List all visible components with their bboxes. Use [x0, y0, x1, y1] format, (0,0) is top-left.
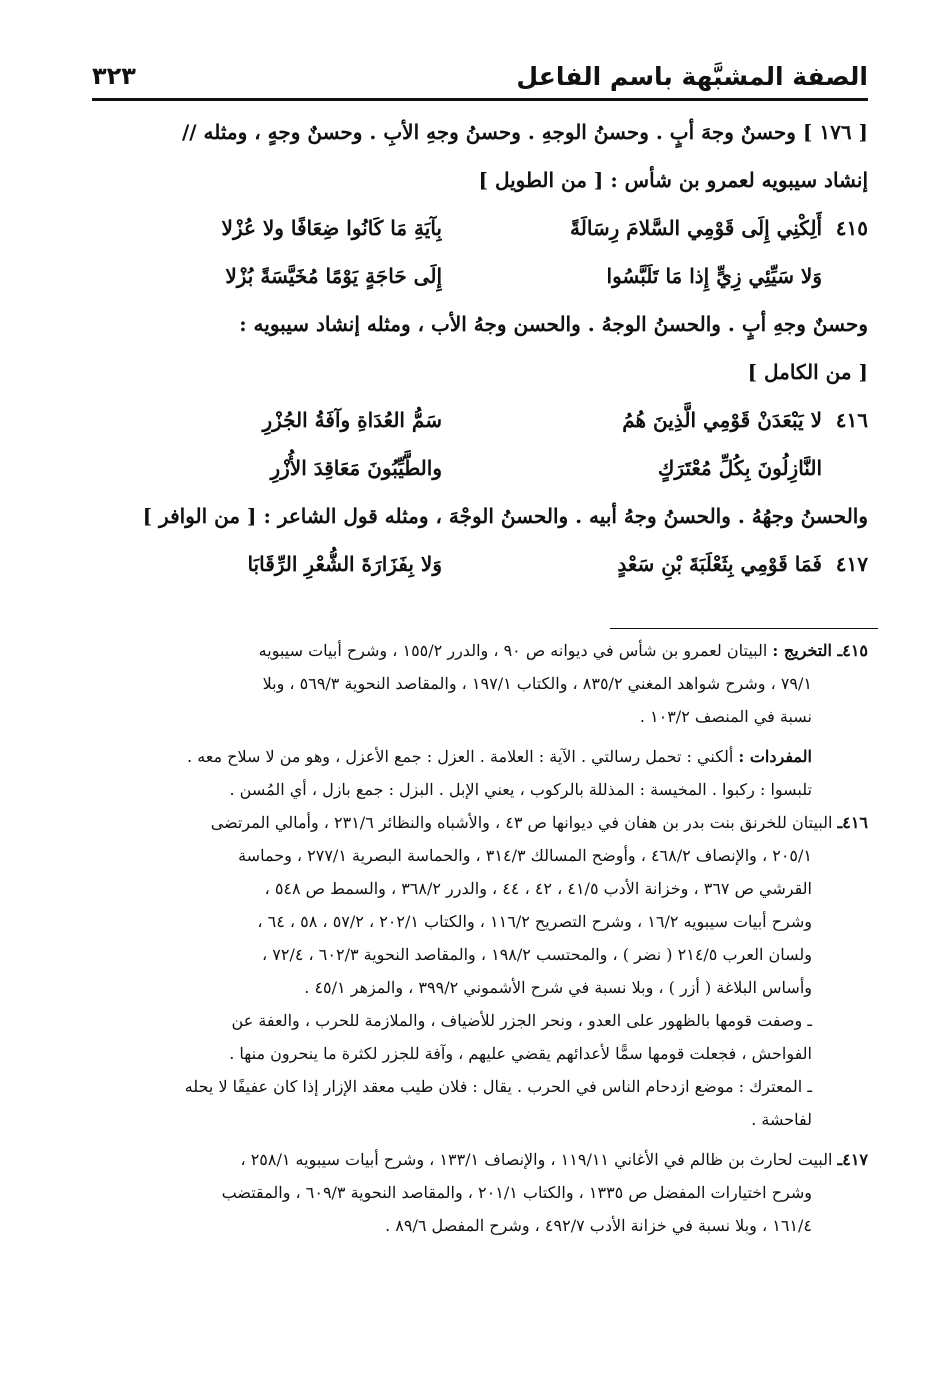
- text-line: [ ١٧٦ ] وحسنٌ وجهَ أبٍ . وحسنُ الوجهِ . وحسنُ وجهِ الأبِ . وحسنٌ وجهٍ ، ومثله //: [181, 120, 868, 144]
- verse-number: ٤١٥: [835, 216, 868, 240]
- text-line: وحسنٌ وجهِ أبٍ . والحسنُ الوجهُ . والحسن وجهُ الأب ، ومثله إنشاد سيبويه :: [239, 312, 868, 336]
- hemistich: فَمَا قَوْمِي بِثَعْلَبَةَ بْنِ سَعْدٍ: [617, 552, 822, 576]
- main-text: [92, 108, 868, 588]
- hemistich: لا يَبْعَدَنْ قَوْمِي الَّذِينَ هُمُ: [622, 408, 822, 432]
- hemistich: النَّازِلُونَ بِكُلِّ مُعْتَرَكٍ: [657, 456, 822, 480]
- footnote-line: [92, 1143, 868, 1176]
- footnote-text: البيتان لعمرو بن شأس في ديوانه ص ٩٠ ، والدرر ١٥٥/٢ ، وشرح أبيات سيبويه: [258, 641, 768, 660]
- footnote-line: لفاحشة .: [751, 1110, 812, 1129]
- verse-416-line-1: [92, 396, 868, 444]
- hemistich: أَلِكْنِي إِلَى قَوْمِي السَّلامَ رِسَالَةً: [570, 216, 822, 240]
- footnote-line: وشرح اختيارات المفضل ص ١٣٣٥ ، والكتاب ٢٠١/١ ، والمقاصد النحوية ٦٠٩/٣ ، والمقتضب: [221, 1183, 812, 1202]
- page-header: [92, 56, 868, 96]
- footnote-line: [92, 634, 868, 667]
- hemistich: بِآيَةِ مَا كَانُوا ضِعَافًا ولا عُزْلا: [221, 216, 442, 240]
- footnote-line: ولسان العرب ٢١٤/٥ ( نضر ) ، والمحتسب ١٩٨/٢ ، والمقاصد النحوية ٦٠٢/٣ ، ٧٢/٤ ،: [262, 945, 812, 964]
- verse-number: ٤١٧: [835, 552, 868, 576]
- page-number: ٣٢٣: [92, 62, 136, 90]
- hemistich: والطَّيِّبُونَ مَعَاقِدَ الأُزْرِ: [270, 456, 442, 480]
- footnote-label: ٤١٦ـ: [837, 813, 868, 832]
- text-line: إنشاد سيبويه لعمرو بن شأس : [ من الطويل ]: [478, 168, 868, 192]
- footnote-rule: [610, 628, 878, 629]
- verse-416-line-2: [92, 444, 868, 492]
- footnote-text: البيتان للخرنق بنت بدر بن هفان في ديوانها ص ٤٣ ، والأشباه والنظائر ٢٣١/٦ ، وأمالي المرتضى: [210, 813, 833, 832]
- text-line: [ من الكامل ]: [747, 360, 868, 384]
- verse-415-line-2: [92, 252, 868, 300]
- hemistich: إِلَى حَاجَةٍ يَوْمًا مُخَيَّسَةً بُزْلا: [225, 264, 442, 288]
- verse-number: ٤١٦: [835, 408, 868, 432]
- vocab-label: المفردات :: [738, 747, 812, 766]
- footnote-line: ١٦١/٤ ، وبلا نسبة في خزانة الأدب ٤٩٢/٧ ، وشرح المفصل ٨٩/٦ .: [385, 1216, 812, 1235]
- footnote-line: ٧٩/١ ، وشرح شواهد المغني ٨٣٥/٢ ، والكتاب ١٩٧/١ ، والمقاصد النحوية ٥٦٩/٣ ، وبلا: [262, 674, 812, 693]
- footnote-line: ـ المعترك : موضع ازدحام الناس في الحرب . يقال : فلان طيب معقد الإزار إذا كان عفيفًا لا يحله: [184, 1077, 812, 1096]
- footnote-line: ٢٠٥/١ ، والإنصاف ٤٦٨/٢ ، وأوضح المسالك ٣١٤/٣ ، والحماسة البصرية ٢٧٧/١ ، وحماسة: [238, 846, 812, 865]
- footnote-line: ـ وصفت قومها بالظهور على العدو ، ونحر الجزر للأضياف ، والملازمة للحرب ، والعفة عن: [231, 1011, 812, 1030]
- verse-417-line-1: [92, 540, 868, 588]
- footnote-line: [92, 740, 868, 773]
- footnote-line: نسبة في المنصف ١٠٣/٢ .: [639, 707, 812, 726]
- footnote-line: وأساس البلاغة ( أزر ) ، وبلا نسبة في شرح الأشموني ٣٩٩/٢ ، والمزهر ٤٥/١ .: [304, 978, 812, 997]
- hemistich: وَلا بِفَزَارَةَ الشُّعْرِ الرِّقَابَا: [247, 552, 442, 576]
- footnote-text: البيت لحارث بن ظالم في الأغاني ١١٩/١١ ، والإنصاف ١٣٣/١ ، وشرح أبيات سيبويه ٢٥٨/١ ،: [240, 1150, 833, 1169]
- footnote-label: ٤١٥ـ التخريج :: [772, 641, 868, 660]
- footnote-line: وشرح أبيات سيبويه ١٦/٢ ، وشرح التصريح ١١٦/٢ ، والكتاب ٢٠٢/١ ، ٥٧/٢ ، ٥٨ ، ٦٤ ،: [257, 912, 812, 931]
- footnote-label: ٤١٧ـ: [837, 1150, 868, 1169]
- footnotes: [92, 634, 868, 1242]
- header-rule: [92, 98, 868, 101]
- footnote-line: الفواحش ، فجعلت قومها سمًّا لأعدائهم يقضي عليهم ، وآفة للجزر لكثرة ما ينحرون منها .: [229, 1044, 812, 1063]
- footnote-line: تلبسوا : ركبوا . المخيسة : المذللة بالركوب ، يعني الإبل . البزل : جمع بازل ، أي المُسن .: [229, 780, 812, 799]
- text-line: والحسنُ وجهُهُ . والحسنُ وجهُ أبيه . والحسنُ الوجْهَ ، ومثله قول الشاعر : [ من الوافر ]: [142, 504, 868, 528]
- hemistich: سَمُّ العُدَاةِ وآفَةُ الجُزْرِ: [262, 408, 442, 432]
- hemistich: وَلا سَيِّئِي زِيٍّ إِذا مَا تَلَبَّسُوا: [606, 264, 822, 288]
- footnote-line: القرشي ص ٣٦٧ ، وخزانة الأدب ٤١/٥ ، ٤٢ ، ٤٤ ، والدرر ٣٦٨/٢ ، والسمط ص ٥٤٨ ،: [264, 879, 812, 898]
- running-title: الصفة المشبَّهة باسم الفاعل: [516, 61, 868, 91]
- footnote-line: [92, 806, 868, 839]
- footnote-text: ألكني : تحمل رسالتي . الآية : العلامة . العزل : جمع الأعزل ، وهو من لا سلاح معه .: [187, 747, 734, 766]
- verse-415-line-1: [92, 204, 868, 252]
